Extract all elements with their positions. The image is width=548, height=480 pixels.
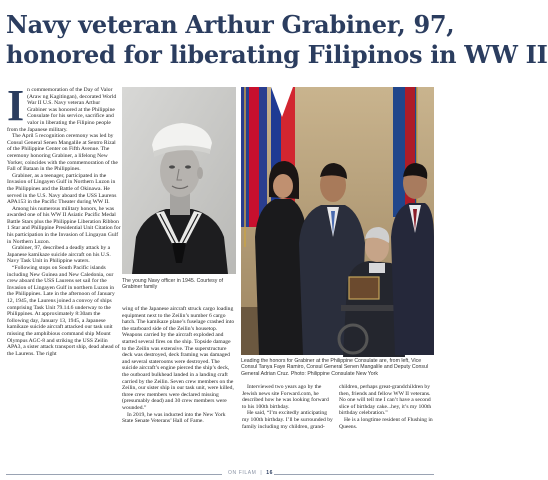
section-name: ON FILAM — [228, 470, 257, 476]
footer-rule-right — [274, 474, 434, 475]
paragraph: Interviewed two years ago by the Jewish news site Forward.com, he described how he was looking forward to his 100th birthday. — [242, 384, 329, 410]
article-column-3 — [242, 384, 334, 474]
paragraph: In 2019, he was inducted into the New York State Senate Veterans’ Hall of Fame. — [122, 411, 226, 425]
navy-officer-photo — [122, 87, 236, 274]
article-column-2 — [122, 306, 236, 471]
paragraph: children, perhaps great-grandchildren by then, friends and fellow WW II veterans. No one will tell me I can’t have a second slice of birthday cake...hey, it’s my 100th birthday celebration.” — [339, 384, 432, 417]
paragraph: Among his numerous military honors, he was awarded one of his WW II Asiatic Pacific Medal Battle Stars plus the Philippine Liberation Ribbon 1 Star and Philippine Presidential Unit Citation for his participation in the Invasion of Lingayan Gulf in Northern Luzon. — [7, 205, 121, 245]
page-footer — [6, 470, 434, 478]
photo-caption: The young Navy officer in 1945. Courtesy of Grabiner family — [122, 278, 224, 291]
paragraph: The April 5 recognition ceremony was led by Consul General Senen Mangalile at Sentro Rizal of the Philippine Center on Fifth Avenue. The ceremony honoring Grabiner, a lifelong New Yorker, coincides with the commemoration of the Fall of Bataan in the Philippines. — [7, 133, 118, 173]
paragraph: n commemoration of the Day of Valor (Araw ng Kagitingan), decorated World War II U.S. Navy veteran Arthur Grabiner was honored at the Philippine Consulate for his service, sacrifice and valor in liberating the Filipino people from the Japanese military. — [7, 87, 117, 133]
page-number: 16 — [266, 470, 274, 476]
paragraph: He is a longtime resident of Flushing in Queens. — [339, 416, 433, 430]
footer-label: ON FILAM | 16 — [228, 470, 274, 476]
headline — [6, 10, 548, 70]
paragraph: wing of the Japanese aircraft struck cargo loading equipment next to the Zeilin’s number 6 cargo hatch. The kamikaze plane’s fuselage crashed into the starboard side of the Zeilin’s housetop. Weapons carried by the aircraft exploded and started several fires on the ship. Topside damage to the Zeilin was extensive. The superstructure deck was destroyed, deck framing was damaged and several staterooms were destroyed. The suicide aircraft’s engine pierced the ship’s deck, the outboard bulkhead landed in a landing craft carried by the Zeilin. Seven crew members on the Zeilin, our sister ship in our task unit, were killed, three crew members were declared missing (presumably dead) and 30 crew members were wounded.” — [122, 306, 235, 411]
paragraph: He said, “I’m excitedly anticipating my 100th birthday. I’ll be surrounded by family including my children, grand- — [242, 410, 333, 430]
drop-cap: I — [7, 81, 25, 130]
photo-caption: Leading the honors for Grabiner at the Philippine Consulate are, from left, Vice Consul Tanya Faye Ramiro, Consul General Senen Mangalile and Deputy Consul General Adrian Cruz. Photo: Philippine Consulate New York — [241, 358, 429, 377]
consulate-ceremony-photo — [241, 87, 434, 355]
footer-rule-left — [6, 474, 222, 475]
paragraph: “Following stops on South Pacific islands including New Guinea and New Caledonia, our crew aboard the USS Laurens set sail for the Invasion of Lingayen Gulf in northern Luzon in the Philippines. Late in the afternoon of January 12, 1945, the Laurens joined a convoy of ships comprising Task Unit 79.14.6 underway to the Philippines. At approximately 8:30am the following day, January 13, 1945, a Japanese kamikaze suicide aircraft attacked our task unit missing the amphibious command ship Mount Olympus AGC-8 and striking the USS Zeilin APA3, a sister attack transport ship, dead ahead of the Laurens. The right — [7, 265, 120, 357]
article-column-1 — [7, 81, 121, 472]
article-column-4 — [339, 384, 433, 474]
headline-line-1: Navy veteran Arthur Grabiner, 97, — [6, 10, 455, 39]
paragraph: Grabiner, as a teenager, participated in the Invasion of Lingayen Gulf in Northern Luzon in the Philippines and the Battle of Okinawa. He served in the U.S. Navy aboard the USS Laurens APA153 in the Pacific Theater during WW II. — [7, 172, 117, 206]
headline-line-2: honored for liberating Filipinos in WW II — [6, 40, 548, 69]
paragraph: Grabiner, 97, described a deadly attack by a Japanese kamikaze suicide aircraft on his U.S. Navy Task Unit in Philippine waters. — [7, 245, 111, 265]
